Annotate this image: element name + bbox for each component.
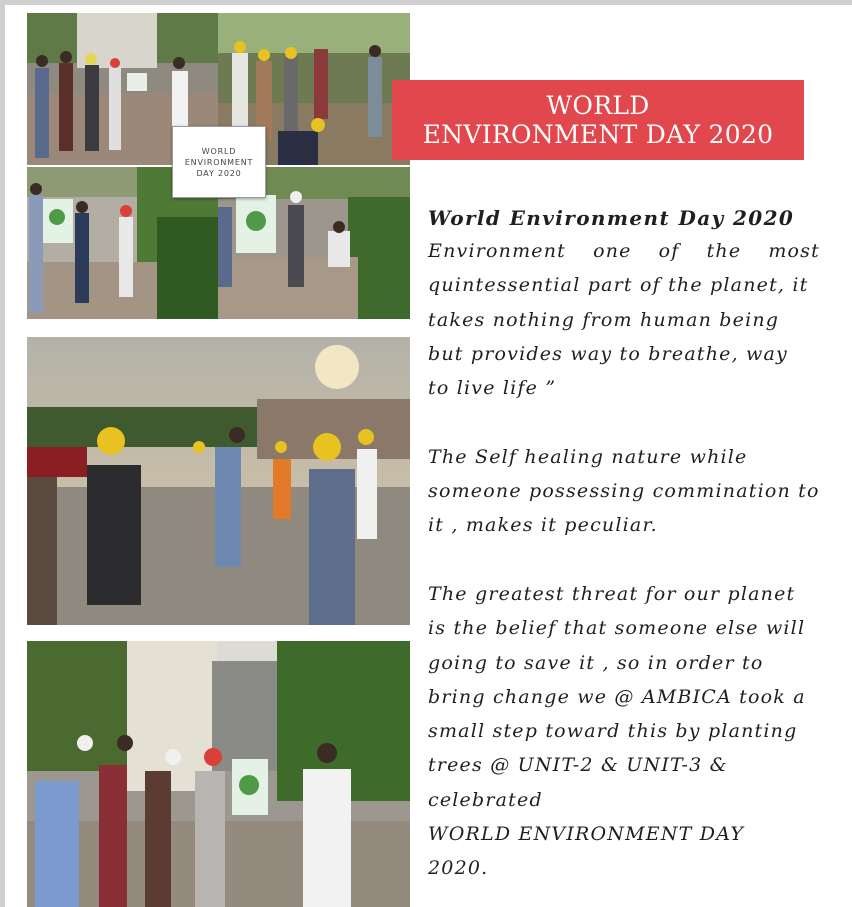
para1-line-4: but provides way to breathe, way xyxy=(428,342,788,365)
para3-line-7: celebrated xyxy=(428,788,543,811)
para1-line-3: takes nothing from human being xyxy=(428,308,780,331)
para3-line-1: The greatest threat for our planet xyxy=(428,582,796,605)
para2-line-1: The Self healing nature while xyxy=(428,445,748,468)
para3-line-9: 2020. xyxy=(428,857,489,880)
event-label-card xyxy=(172,126,266,198)
para3-line-3: going to save it , so in order to xyxy=(428,651,764,674)
para1-line-2: quintessential part of the planet, it xyxy=(428,274,809,297)
para2-line-3: it , makes it peculiar. xyxy=(428,514,658,537)
para3-line-6: trees @ UNIT-2 & UNIT-3 & xyxy=(428,754,728,777)
para3-line-4: bring change we @ AMBICA took a xyxy=(428,685,806,708)
para3-line-8: WORLD ENVIRONMENT DAY xyxy=(428,823,745,846)
card-line-2: ENVIRONMENT xyxy=(184,157,254,167)
para2-line-2: someone possessing commination to xyxy=(428,480,820,503)
banner-line-1: WORLD xyxy=(546,91,650,120)
banner-line-2: ENVIRONMENT DAY 2020 xyxy=(422,120,774,149)
para1-word: one xyxy=(593,240,632,262)
card-line-1: WORLD xyxy=(201,146,237,156)
para1-word: Environment xyxy=(428,240,567,262)
article-heading: World Environment Day 2020 xyxy=(428,206,795,230)
para1-word: of xyxy=(658,240,680,262)
article-text xyxy=(428,202,828,886)
title-banner xyxy=(392,80,804,160)
para1-word: most xyxy=(768,240,820,262)
card-line-3: DAY 2020 xyxy=(196,168,242,178)
para1-line-5: to live life ” xyxy=(428,377,557,400)
para3-line-5: small step toward this by planting xyxy=(428,720,798,743)
page-border-left xyxy=(0,0,5,907)
para1-line-1 xyxy=(428,234,820,268)
page-border-top xyxy=(0,0,852,5)
photo-team-discussion xyxy=(27,641,410,907)
para1-word: the xyxy=(706,240,742,262)
para3-line-2: is the belief that someone else will xyxy=(428,617,806,640)
photo-sunset-gathering xyxy=(27,337,410,625)
